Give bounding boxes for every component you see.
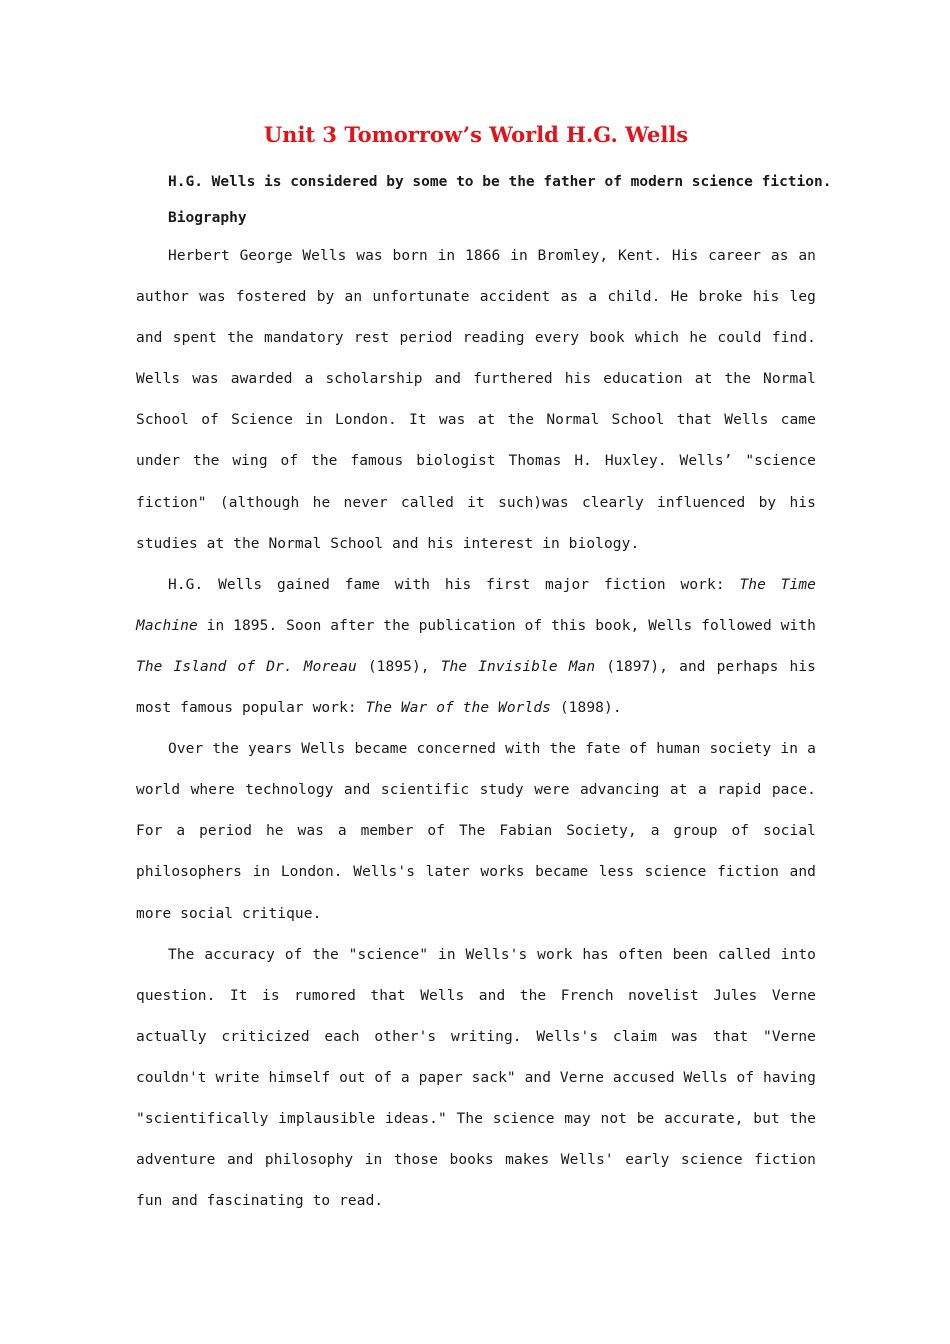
paragraph-society: Over the years Wells became concerned with the fate of human society in a world where technology and scientific study were advancing at a rapid pace. For a period he was a member of The Fabian Society, a group of social philosophers in London. Wells's later works became less science fiction and more social critique. [136,741,816,922]
book-title: The Island of Dr. Moreau [136,658,357,675]
document-title: Unit 3 Tomorrow’s World H.G. Wells [263,122,689,147]
paragraph-text: H.G. Wells gained fame with his first major fiction work: [168,576,740,593]
book-title: The Invisible Man [440,658,596,675]
paragraph-text: in 1895. Soon after the publication of this book, Wells followed with [197,617,816,634]
document-page [136,118,832,1222]
document-subtitle: H.G. Wells is considered by some to be the father of modern science fiction. [168,174,832,190]
paragraph-accuracy: The accuracy of the "science" in Wells's work has often been called into question. It is rumored that Wells and the French novelist Jules Verne actually criticized each other's writing. Wells's claim was that "Verne couldn't write himself out of a paper sack" and Verne accused Wells of having "scientifically implausible ideas." The science may not be accurate, but the adventure and philosophy in those books makes Wells' early science fiction fun and fascinating to read. [136,946,816,1210]
paragraph-text: (1897), and perhaps his most famous popular work: [136,658,817,717]
paragraph-text: (1895), [356,658,441,675]
paragraph-works [136,565,816,729]
book-title: The Time Machine [136,576,817,634]
paragraph-text: (1898). [551,700,622,717]
paragraph-biography: Herbert George Wells was born in 1866 in Bromley, Kent. His career as an author was fostered by an unfortunate accident as a child. He broke his leg and spent the mandatory rest period reading every book which he could find. Wells was awarded a scholarship and furthered his education at the Normal School of Science in London. It was at the Normal School that Wells came under the wing of the famous biologist Thomas H. Huxley. Wells’ "science fiction" (although he never called it such)was clearly influenced by his studies at the Normal School and his interest in biology. [136,248,816,552]
book-title: The War of the Worlds [365,700,552,717]
section-heading: Biography [168,210,247,226]
